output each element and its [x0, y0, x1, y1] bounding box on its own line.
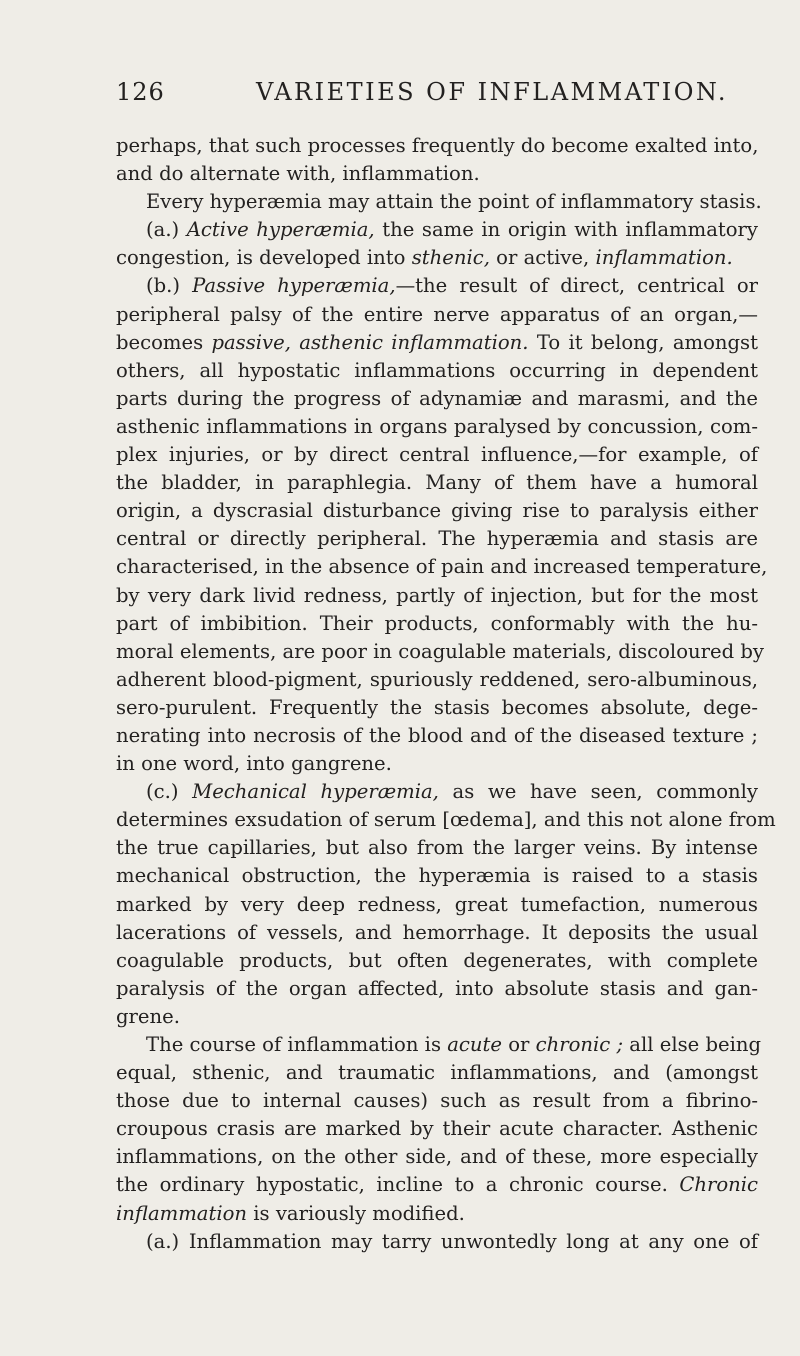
text-run: all else being — [623, 1033, 762, 1056]
text-line: mechanical obstruction, the hyperæmia is raised to a stasis — [116, 864, 758, 888]
text-line: origin, a dyscrasial disturbance giving rise to paralysis either — [116, 499, 758, 523]
italic-text: inflammation — [116, 1201, 248, 1225]
text-run: is variously modified. — [247, 1201, 465, 1225]
text-line: (a.) Inflammation may tarry unwontedly long at any one of — [146, 1229, 758, 1253]
italic-text: sthenic, — [411, 246, 490, 270]
italic-text: Mechanical hyperæmia, — [192, 780, 439, 804]
text-line: determines exsudation of serum [œdema], and this not alone from — [116, 808, 776, 832]
text-run: becomes — [116, 330, 212, 354]
text-line — [116, 1031, 762, 1059]
text-line: croupous crasis are marked by their acute character. Asthenic — [116, 1117, 758, 1141]
text-line: sero-purulent. Frequently the stasis becomes absolute, dege- — [116, 695, 758, 719]
text-line: and do alternate with, inflammation. — [116, 162, 480, 186]
italic-text: Active hyperæmia, — [186, 218, 375, 242]
text-line: lacerations of vessels, and hemorrhage. It deposits the usual — [116, 920, 758, 944]
running-title: VARIETIES OF INFLAMMATION. — [256, 78, 728, 106]
text-line: central or directly peripheral. The hyperæmia and stasis are — [116, 527, 758, 551]
text-line: the true capillaries, but also from the larger veins. By intense — [116, 836, 758, 860]
running-head — [116, 78, 758, 112]
text-run: (a.) — [146, 218, 187, 242]
text-run: To it belong, amongst — [528, 330, 758, 354]
body-text — [116, 132, 776, 1256]
italic-text: chronic ; — [535, 1033, 624, 1056]
text-line: characterised, in the absence of pain and increased temperature, — [116, 555, 768, 579]
text-line: coagulable products, but often degenerates, with complete — [116, 948, 758, 972]
text-line — [116, 244, 758, 272]
text-line — [116, 216, 758, 244]
text-line: marked by very deep redness, great tumefaction, numerous — [116, 892, 758, 916]
italic-text: acute — [447, 1033, 502, 1056]
text-line: paralysis of the organ affected, into absolute stasis and gan- — [116, 976, 758, 1000]
text-line: nerating into necrosis of the blood and of the diseased texture ; — [116, 723, 758, 747]
text-line — [116, 272, 758, 300]
text-line: Every hyperæmia may attain the point of inflammatory stasis. — [146, 190, 762, 214]
text-line — [116, 1171, 758, 1199]
text-line: those due to internal causes) such as result from a fibrino- — [116, 1089, 758, 1113]
text-line: by very dark livid redness, partly of injection, but for the most — [116, 583, 758, 607]
text-line: part of imbibition. Their products, conformably with the hu- — [116, 611, 758, 635]
text-run: congestion, is developed into — [116, 246, 412, 270]
text-run: (c.) — [146, 780, 193, 804]
text-run: —the result of direct, centrical or — [395, 274, 758, 298]
text-line: plex injuries, or by direct central influence,—for example, of — [116, 443, 758, 467]
page-number: 126 — [116, 78, 165, 106]
text-line: perhaps, that such processes frequently do become exalted into, — [116, 134, 759, 157]
text-run: (b.) — [146, 274, 193, 298]
italic-text: Passive hyperæmia, — [192, 274, 396, 298]
text-run: as we have seen, commonly — [438, 780, 758, 804]
text-run: The course of inflammation is — [146, 1033, 448, 1056]
text-line: moral elements, are poor in coagulable materials, discoloured by — [116, 639, 764, 663]
text-line: parts during the progress of adynamiæ and marasmi, and the — [116, 386, 758, 410]
text-line: peripheral palsy of the entire nerve apparatus of an organ,— — [116, 302, 758, 326]
text-line: in one word, into gangrene. — [116, 752, 392, 776]
text-line — [116, 778, 758, 806]
text-run: or active, — [489, 246, 596, 270]
text-run: or — [502, 1033, 536, 1056]
text-run: the same in origin with inflammatory — [374, 218, 758, 242]
text-line: the bladder, in paraphlegia. Many of them have a humoral — [116, 471, 758, 495]
text-line: adherent blood-pigment, spuriously reddened, sero-albuminous, — [116, 667, 758, 691]
text-line: others, all hypostatic inflammations occurring in dependent — [116, 358, 758, 382]
italic-text: passive, asthenic inflammation. — [211, 330, 529, 354]
text-line: inflammations, on the other side, and of these, more especially — [116, 1145, 758, 1169]
text-line: equal, sthenic, and traumatic inflammations, and (amongst — [116, 1061, 758, 1085]
text-run: the ordinary hypostatic, incline to a chronic course. — [116, 1173, 680, 1197]
italic-text: inflammation. — [595, 246, 733, 270]
text-line: grene. — [116, 1004, 180, 1028]
text-line — [116, 1200, 758, 1228]
text-line — [116, 329, 758, 357]
italic-text: Chronic — [679, 1173, 758, 1197]
text-line: asthenic inflammations in organs paralysed by concussion, com- — [116, 414, 758, 438]
